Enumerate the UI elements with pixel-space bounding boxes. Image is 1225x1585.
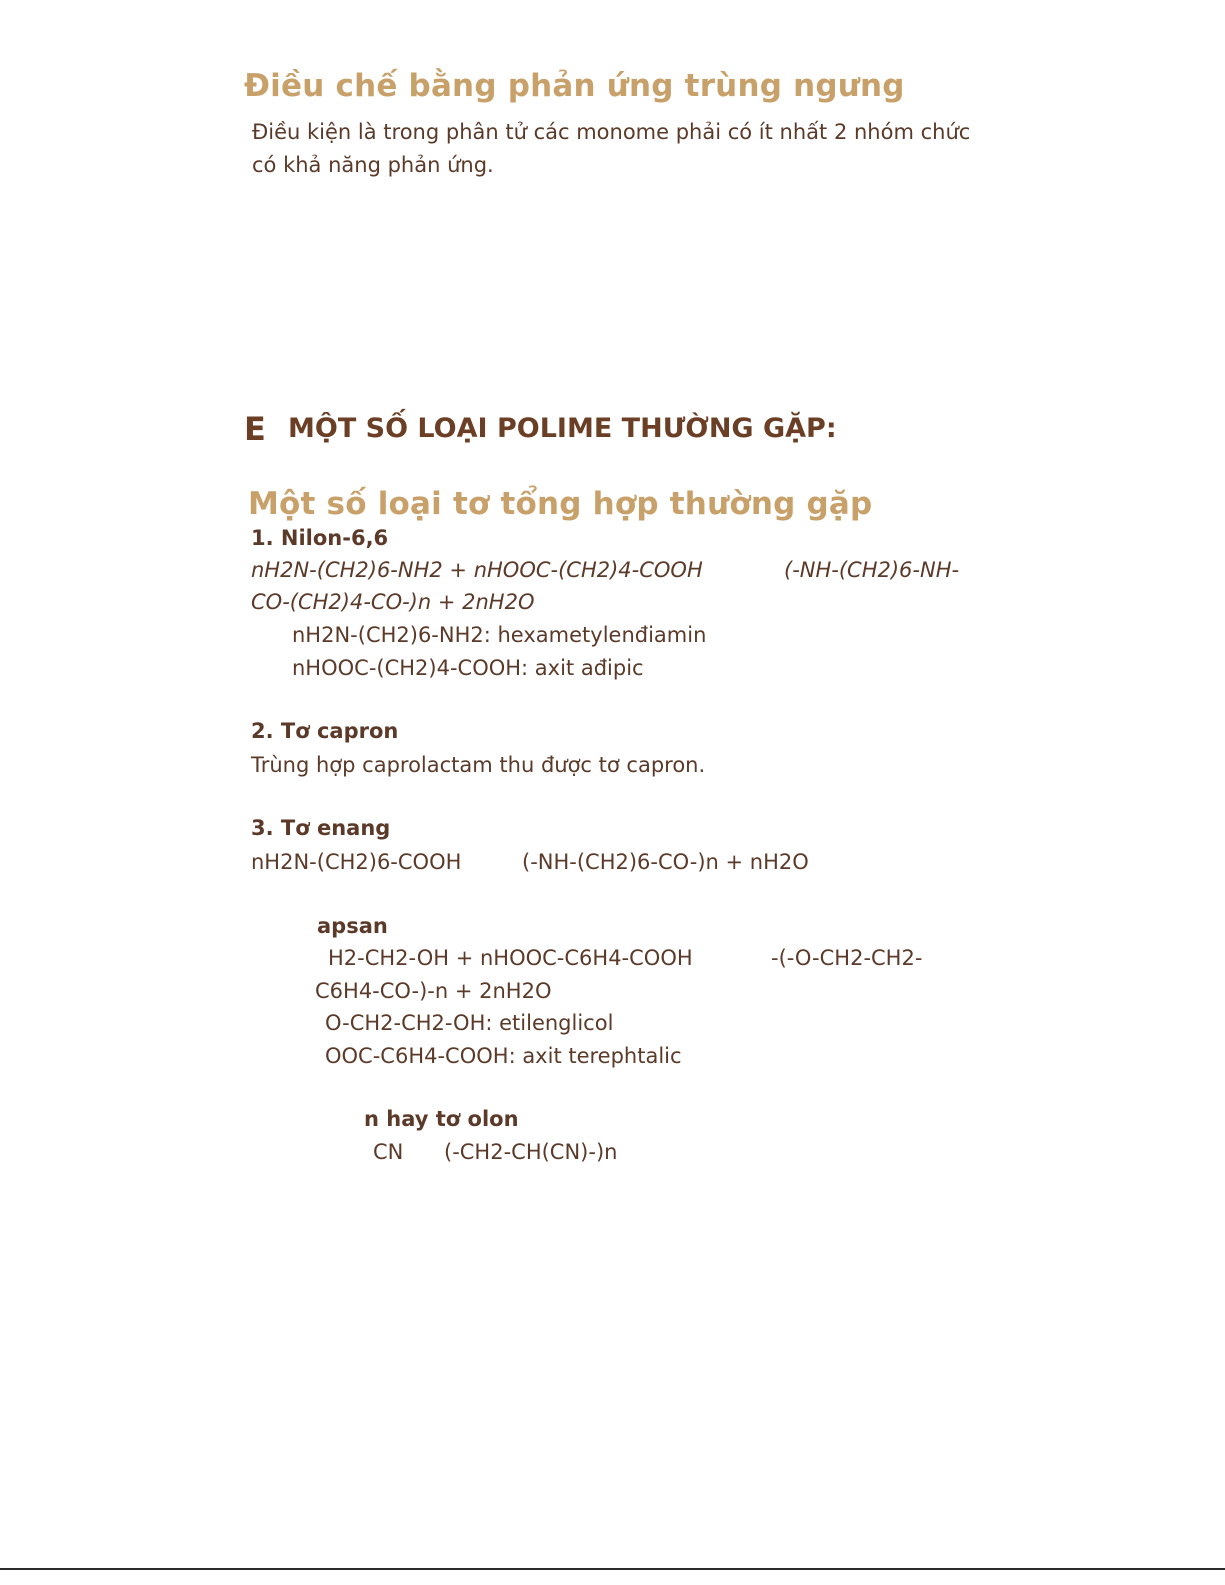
enang-equation-right: (-NH-(CH2)6-CO-)n + nH2O [522, 850, 809, 874]
capron-title: 2. Tơ capron [251, 719, 399, 743]
lapsan-equation-right: -(-O-CH2-CH2- [771, 946, 923, 970]
lapsan-title: apsan [317, 914, 388, 938]
nylon-note-2: nHOOC-(CH2)4-COOH: axit ađipic [292, 656, 644, 680]
lapsan-equation-left: H2-CH2-OH + nHOOC-C6H4-COOH [328, 946, 693, 970]
nylon-title: 1. Nilon-6,6 [251, 526, 389, 550]
condensation-text-line1: Điều kiện là trong phân tử các monome phải có ít nhất 2 nhóm chức [252, 120, 971, 144]
nitron-title: n hay tơ olon [364, 1107, 519, 1131]
nylon-note-1: nH2N-(CH2)6-NH2: hexametylenđiamin [292, 623, 707, 647]
nylon-equation-left: nH2N-(CH2)6-NH2 + nHOOC-(CH2)4-COOH [251, 558, 703, 582]
enang-equation-left: nH2N-(CH2)6-COOH [251, 850, 462, 874]
bottom-divider [0, 1568, 1225, 1570]
condensation-heading: Điều chế bằng phản ứng trùng ngưng [244, 68, 905, 104]
nylon-equation-line2: CO-(CH2)4-CO-)n + 2nH2O [251, 590, 535, 614]
lapsan-note-1: O-CH2-CH2-OH: etilenglicol [325, 1011, 614, 1035]
lapsan-equation-line2: C6H4-CO-)-n + 2nH2O [315, 979, 552, 1003]
lapsan-note-2: OOC-C6H4-COOH: axit terephtalic [325, 1044, 682, 1068]
section-letter: E [244, 410, 266, 448]
nylon-equation-right: (-NH-(CH2)6-NH- [784, 558, 960, 582]
capron-text: Trùng hợp caprolactam thu được tơ capron. [251, 753, 706, 777]
fibers-heading: Một số loại tơ tổng hợp thường gặp [248, 486, 873, 522]
nitron-equation-right: (-CH2-CH(CN)-)n [444, 1140, 618, 1164]
enang-title: 3. Tơ enang [251, 816, 391, 840]
condensation-text-line2: có khả năng phản ứng. [252, 153, 494, 177]
nitron-equation-left: CN [373, 1140, 404, 1164]
section-e-heading: MỘT SỐ LOẠI POLIME THƯỜNG GẶP: [288, 413, 837, 444]
